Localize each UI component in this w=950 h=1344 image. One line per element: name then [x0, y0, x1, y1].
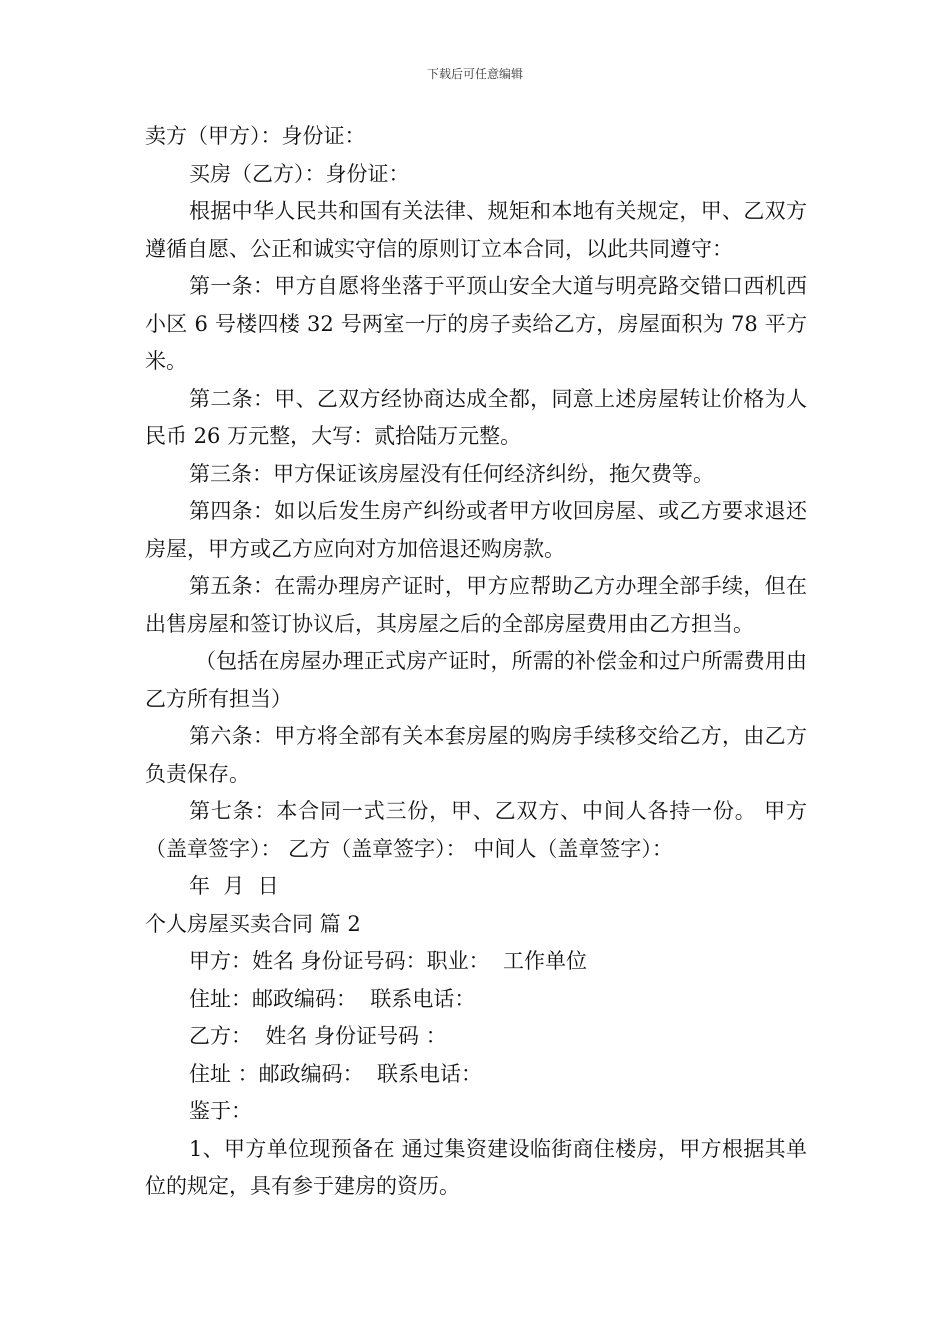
article-6-paragraph: 第六条：甲方将全部有关本套房屋的购房手续移交给乙方，由乙方负责保存。 [145, 724, 807, 786]
party-b-line: 乙方： 姓名 身份证号码 ： [189, 1024, 447, 1048]
article-5-note: （包括在房屋办理正式房产证时，所需的补偿金和过户所需费用由乙方所有担当） [145, 649, 807, 711]
party-a-address-line: 住址：邮政编码： 联系电话： [189, 986, 476, 1011]
article-2-paragraph: 第二条：甲、乙双方经协商达成全都，同意上述房屋转让价格为人民币 26 万元整，大写：贰拾陆万元整。 [145, 386, 807, 448]
article-7-paragraph: 第七条：本合同一式三份，甲、乙双方、中间人各持一份。 甲方（盖章签字）： 乙方（盖章签字）： 中间人（盖章签字）： [145, 799, 807, 861]
buyer-line: 买房（乙方）：身份证： [189, 161, 410, 186]
party-a-line: 甲方：姓名 身份证号码：职业： 工作单位 [189, 949, 588, 973]
whereas-item-1: 1、甲方单位现预备在 通过集资建设临街商住楼房，甲方根据其单位的规定，具有参于建房的资历。 [145, 1136, 807, 1198]
date-line: 年 月 日 [189, 874, 279, 898]
article-1-paragraph: 第一条：甲方自愿将坐落于平顶山安全大道与明亮路交错口西机西小区 6 号楼四楼 32 号两室一厅的房子卖给乙方，房屋面积为 78 平方米。 [145, 274, 807, 373]
contract-body [145, 118, 807, 1206]
article-4-paragraph: 第四条：如以后发生房产纠纷或者甲方收回房屋、或乙方要求退还房屋，甲方或乙方应向对方加倍退还购房款。 [145, 499, 807, 561]
preamble-paragraph: 根据中华人民共和国有关法律、规矩和本地有关规定，甲、乙双方遵循自愿、公正和诚实守信的原则订立本合同，以此共同遵守： [145, 199, 807, 261]
page-header: 下载后可任意编辑 [426, 67, 523, 81]
seller-line: 卖方（甲方）：身份证： [145, 124, 366, 148]
article-5-paragraph: 第五条：在需办理房产证时，甲方应帮助乙方办理全部手续，但在出售房屋和签订协议后，其房屋之后的全部房屋费用由乙方担当。 [145, 574, 807, 636]
article-3-paragraph: 第三条：甲方保证该房屋没有任何经济纠纷，拖欠费等。 [189, 461, 714, 486]
party-b-address-line: 住址 ：邮政编码： 联系电话： [189, 1061, 483, 1086]
section-title: 个人房屋买卖合同 篇 2 [145, 911, 361, 936]
whereas-heading: 鉴于： [189, 1099, 252, 1123]
